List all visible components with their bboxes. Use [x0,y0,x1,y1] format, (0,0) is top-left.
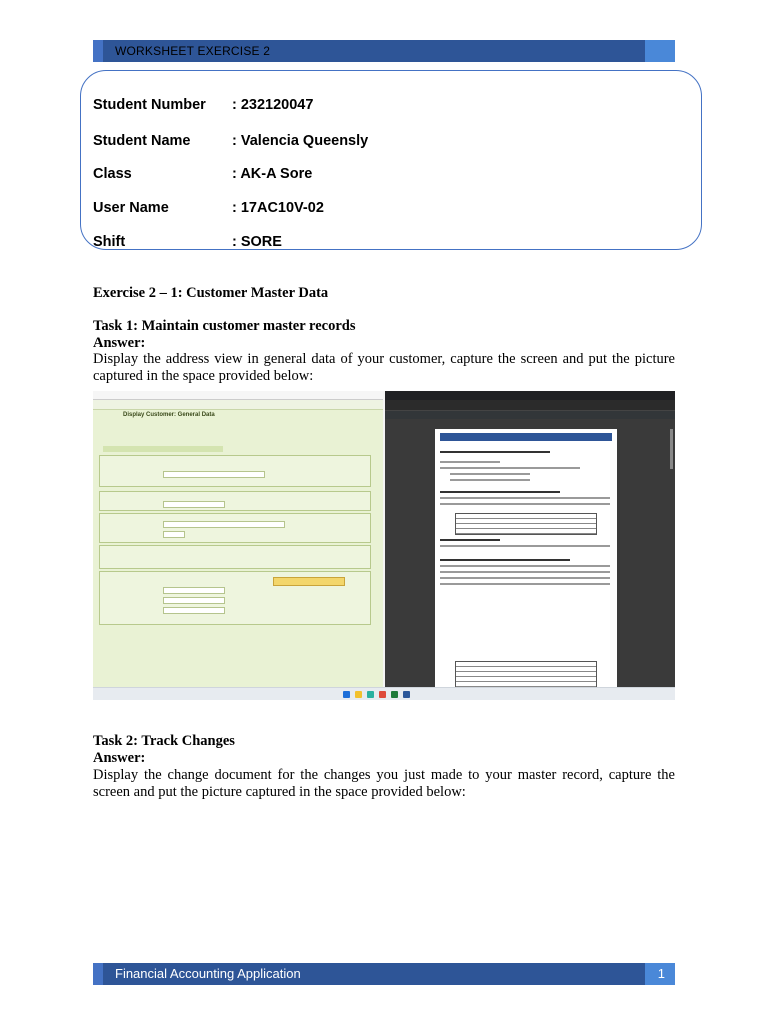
pdf-page [435,429,617,687]
task1-answer-label: Answer: [93,335,146,351]
task2-answer-label: Answer: [93,750,146,766]
excel-icon [391,691,398,698]
worksheet-title: WORKSHEET EXERCISE 2 [115,44,271,58]
sap-search-frame [99,491,371,511]
edge-icon [367,691,374,698]
pdf-line [440,583,610,585]
windows-taskbar [93,687,675,700]
header-bar [93,40,675,62]
class-value: : AK-A Sore [232,166,313,182]
student-name-label: Student Name [93,133,191,149]
task2-title: Task 2: Track Changes [93,733,235,749]
student-name-value: : Valencia Queensly [232,133,369,149]
task1-screenshot [93,391,675,700]
file-explorer-icon [355,691,362,698]
sap-screen-title: Display Customer: General Data [123,412,215,418]
pdf-table [455,513,597,535]
pdf-scrollbar [670,429,673,469]
pdf-heading-line [440,451,550,453]
task1-instruction: Display the address view in general data of your customer, capture the screen and put the picture captured in the space provided below: [93,351,675,384]
user-name-label: User Name [93,200,169,216]
shift-value: : SORE [232,234,282,250]
chrome-icon [379,691,386,698]
page-number: 1 [657,966,665,981]
sap-street-frame [99,513,371,543]
pdf-line [440,559,570,561]
sap-pobox-frame [99,545,371,569]
task2-instruction: Display the change document for the changes you just made to your master record, capture the screen and put the picture captured in the space provided below: [93,767,675,800]
student-number-value: : 232120047 [232,97,314,113]
pdf-line [440,565,610,567]
header-accent-right [645,40,675,62]
user-name-value: : 17AC10V-02 [232,200,324,216]
footer-bar [93,963,675,985]
pdf-line [440,467,580,469]
exercise-heading: Exercise 2 – 1: Customer Master Data [93,285,329,301]
header-accent [93,40,103,62]
sap-mobile-field [163,597,225,604]
sap-fax-field [163,607,225,614]
class-label: Class [93,166,132,182]
sap-postal-field [163,531,185,538]
sap-tab-strip [103,446,223,452]
pdf-line [450,473,530,475]
pdf-toolbar [385,411,675,419]
sap-toolbar [93,400,383,410]
pdf-line [440,491,560,493]
task1-title: Task 1: Maintain customer master records [93,318,356,334]
sap-street-field [163,521,285,528]
word-icon [403,691,410,698]
pdf-viewer-window [385,391,675,687]
student-number-label: Student Number [93,97,206,113]
pdf-line [440,577,610,579]
pdf-line [440,545,610,547]
sap-telephone-field [163,587,225,594]
pdf-line [450,479,530,481]
pdf-line [440,539,500,541]
shift-label: Shift [93,234,126,250]
sap-other-communication-button[interactable] [273,577,345,586]
footer-accent [93,963,103,985]
sap-name-field [163,471,265,478]
pdf-line [440,497,610,499]
pdf-page-header [440,433,612,441]
footer-title: Financial Accounting Application [115,966,301,981]
windows-start-icon [343,691,350,698]
sap-search-field [163,501,225,508]
pdf-line [440,461,500,463]
sap-menu-bar [93,391,383,400]
browser-tab-bar [385,391,675,400]
pdf-table [455,661,597,688]
browser-address-bar [385,400,675,411]
sap-window [93,391,383,687]
pdf-line [440,503,610,505]
pdf-line [440,571,610,573]
